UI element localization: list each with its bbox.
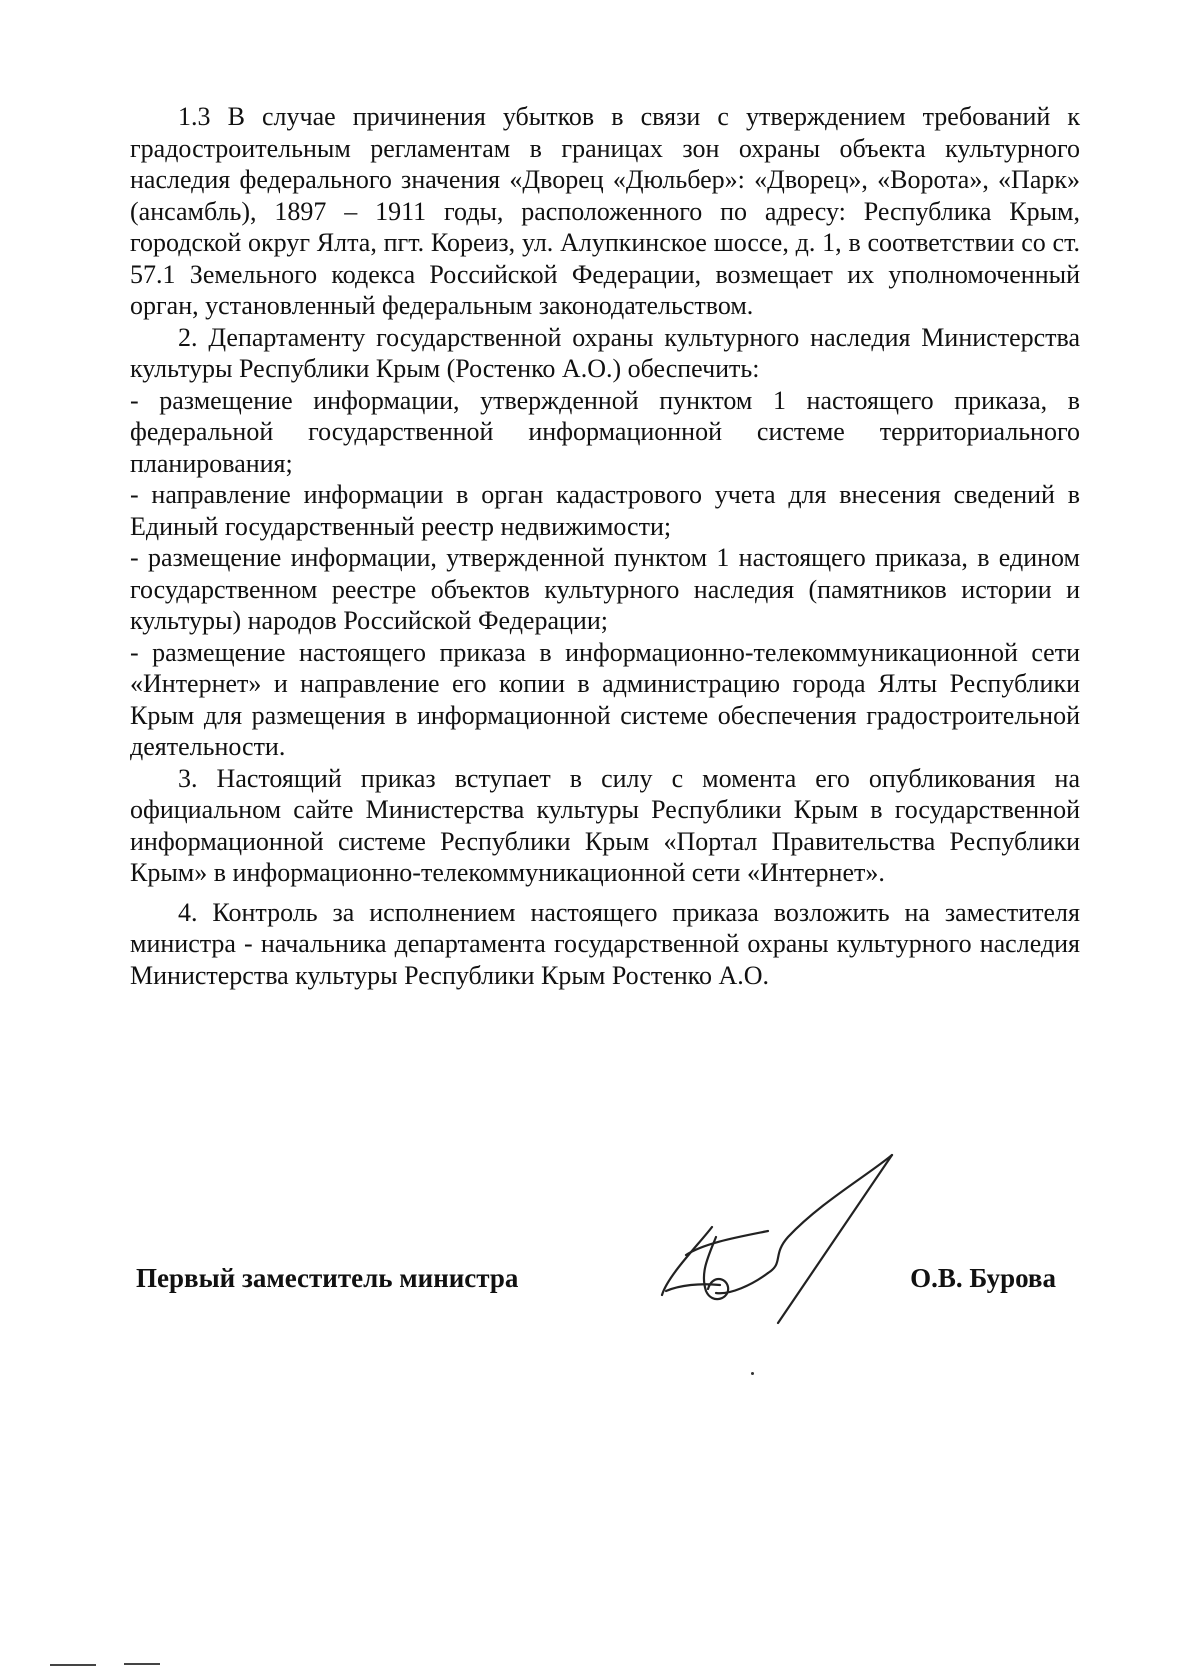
paragraph-3: 3. Настоящий приказ вступает в силу с момента его опубликования на официальном сайте Министерства культуры Республики Крым в государственной информационной системе Республики Крым «Портал Правительства Республики Крым» в информационно-телекоммуникационной сети «Интернет». — [130, 763, 1080, 887]
list-item-internet-publication: - размещение настоящего приказа в информационно-телекоммуникационной сети «Интернет» и направление его копии в администрацию города Ялты Республики Крым для размещения в информационной системе обеспечения градостроительной деятельности. — [130, 637, 1080, 761]
signature-block — [136, 1263, 1056, 1303]
document-body — [130, 101, 1080, 991]
scan-mark — [124, 1663, 160, 1665]
list-item-cadastral: - направление информации в орган кадастрового учета для внесения сведений в Единый государственный реестр недвижимости; — [130, 480, 1080, 541]
scan-dot — [751, 1372, 754, 1375]
paragraph-1-3: 1.3 В случае причинения убытков в связи с утверждением требований к градостроительным регламентам в границах зон охраны объекта культурного наследия федерального значения «Дворец «Дюльбер»: «Дворец», «Ворота», «Парк» (ансамбль), 1897 – 1911 годы, расположенного по адресу: Республика Крым, городской округ Ялта, пгт. Кореиз, ул. Алупкинское шоссе, д. 1, в соответствии со ст. 57.1 Земельного кодекса Российской Федерации, возмещает их уполномоченный орган, установленный федеральным законодательством. — [130, 102, 1080, 320]
paragraph-4: 4. Контроль за исполнением настоящего приказа возложить на заместителя министра - начальника департамента государственной охраны культурного наследия Министерства культуры Республики Крым Ростенко А.О. — [130, 897, 1080, 990]
list-item-federal-system: - размещение информации, утвержденной пунктом 1 настоящего приказа, в федеральной государственной информационной системе территориального планирования; — [130, 385, 1080, 478]
signatory-name: О.В. Бурова — [910, 1263, 1056, 1293]
signatory-title: Первый заместитель министра — [136, 1263, 519, 1293]
list-item-heritage-registry: - размещение информации, утвержденной пунктом 1 настоящего приказа, в едином государственном реестре объектов культурного наследия (памятников истории и культуры) народов Российской Федерации; — [130, 543, 1080, 635]
paragraph-2: 2. Департаменту государственной охраны культурного наследия Министерства культуры Республики Крым (Ростенко А.О.) обеспечить: — [130, 322, 1080, 383]
scan-mark — [50, 1664, 96, 1666]
